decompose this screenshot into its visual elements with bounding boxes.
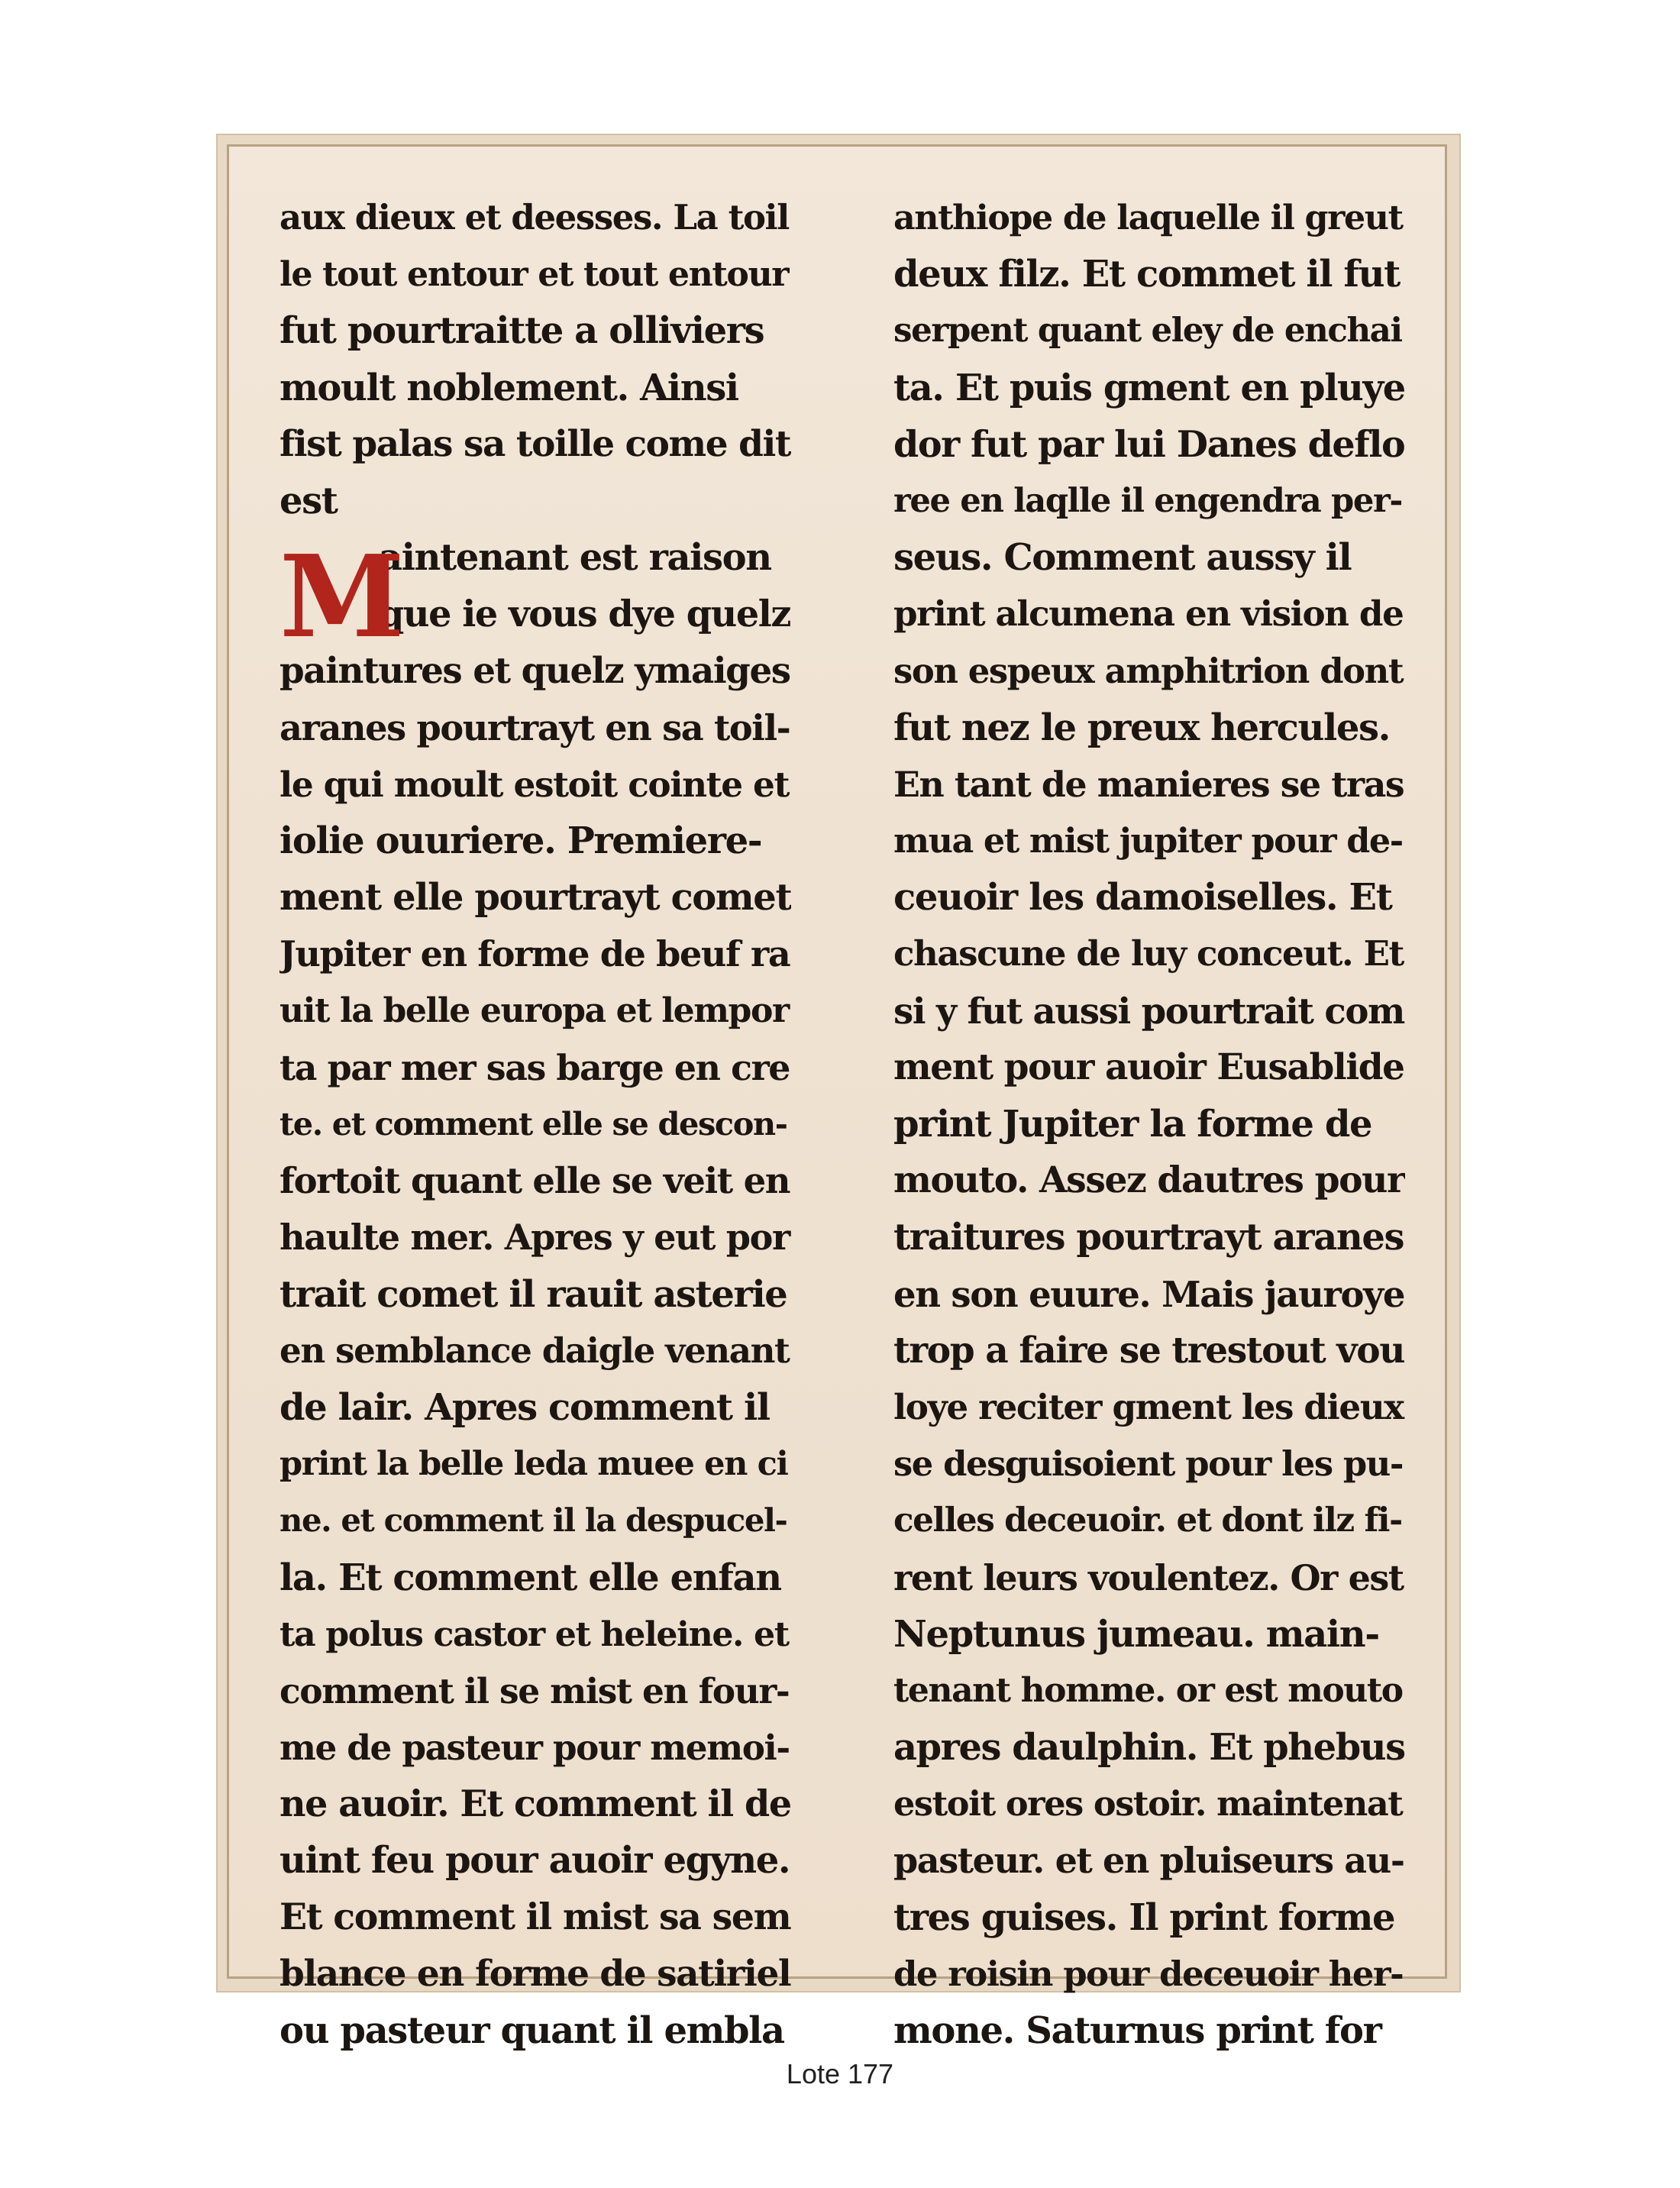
left-column-line: ta polus castor et heleine. et [279, 1614, 789, 1654]
left-column-line: que ie vous dye quelz [379, 593, 791, 636]
left-column-line: aintenant est raison [379, 536, 771, 580]
left-column-line: ou pasteur quant il embla [279, 2009, 784, 2052]
right-column-line: mouto. Assez dautres pour [893, 1159, 1405, 1202]
right-column-line: ment pour auoir Eusablide [893, 1046, 1404, 1088]
left-column-line: uint feu pour auoir egyne. [279, 1839, 790, 1883]
left-column-line: le qui moult estoit cointe et [279, 763, 790, 805]
left-column-line: blance en forme de satiriel [279, 1952, 791, 1995]
right-column [893, 189, 1405, 2059]
right-column-line: anthiope de laquelle il greut [893, 198, 1403, 238]
left-column-line: haulte mer. Apres y eut por [279, 1217, 790, 1259]
right-column-line: pasteur. et en pluiseurs au- [893, 1840, 1404, 1882]
right-column-line: mua et mist jupiter pour de- [893, 821, 1403, 861]
left-column-line: aranes pourtrayt en sa toil- [279, 706, 790, 748]
lot-caption: Lote 177 [786, 2058, 894, 2089]
left-column-line: iolie ouuriere. Premiere- [279, 819, 762, 863]
right-column-line: celles deceuoir. et dont ilz fi- [893, 1501, 1402, 1540]
left-column-line: fortoit quant elle se veit en [279, 1159, 790, 1202]
left-column-line: ne auoir. Et comment il de [279, 1782, 791, 1826]
left-column-line: ment elle pourtrayt comet [279, 876, 791, 919]
left-column-line: comment il se mist en four- [279, 1669, 790, 1711]
left-column-line: fist palas sa toille come dit [279, 422, 791, 465]
right-column-line: se desguisoient pour les pu- [893, 1443, 1404, 1485]
right-column-line: traitures pourtrayt aranes [893, 1216, 1404, 1259]
left-column-line: paintures et quelz ymaiges [279, 649, 790, 692]
right-column-line: ree en laqlle il engendra per- [893, 480, 1402, 520]
right-column-line: seus. Comment aussy il [893, 536, 1352, 580]
right-column-line: deux filz. Et commet il fut [893, 253, 1400, 296]
manuscript-page [227, 144, 1447, 2052]
right-column-line: print Jupiter la forme de [893, 1103, 1372, 1146]
right-column-line: estoit ores ostoir. maintenat [893, 1783, 1403, 1824]
left-column-line: Et comment il mist sa sem [279, 1896, 791, 1938]
mat-board [216, 134, 1461, 2052]
left-column-line: en semblance daigle venant [279, 1330, 790, 1371]
left-column-line: ta par mer sas barge en cre [279, 1046, 790, 1088]
left-column-line: aux dieux et deesses. La toil [279, 197, 789, 238]
right-column-line: ta. Et puis gment en pluye [893, 366, 1405, 409]
left-column-line: de lair. Apres comment il [279, 1385, 770, 1429]
illuminated-initial: M [279, 530, 405, 663]
left-column-line: te. et comment elle se descon- [279, 1105, 787, 1142]
left-column [279, 189, 791, 2059]
left-column-line: uit la belle europa et lempor [279, 991, 789, 1030]
left-column-line: me de pasteur pour memoi- [279, 1727, 790, 1769]
right-column-line: tenant homme. or est mouto [893, 1670, 1403, 1710]
left-column-line: la. Et comment elle enfan [279, 1556, 781, 1599]
right-column-line: fut nez le preux hercules. [893, 706, 1390, 749]
left-column-line: print la belle leda muee en ci [279, 1445, 788, 1484]
right-column-line: Neptunus jumeau. main- [893, 1612, 1379, 1656]
left-column-line: Jupiter en forme de beuf ra [279, 933, 790, 975]
right-column-line: apres daulphin. Et phebus [893, 1726, 1405, 1769]
right-column-line: dor fut par lui Danes deflo [893, 422, 1405, 466]
right-column-line: En tant de manieres se tras [893, 763, 1404, 805]
left-column-line: moult noblement. Ainsi [279, 366, 738, 409]
right-column-line: trop a faire se trestout vou [893, 1329, 1405, 1372]
right-column-line: de roisin pour deceuoir her- [893, 1953, 1404, 1994]
left-column-line: est [279, 479, 338, 522]
right-column-line: son espeux amphitrion dont [893, 650, 1404, 691]
right-column-line: si y fut aussi pourtrait com [893, 989, 1404, 1032]
right-column-line: en son euure. Mais jauroye [893, 1272, 1405, 1315]
left-column-line: ne. et comment il la despucel- [279, 1501, 787, 1540]
left-column-line: fut pourtraitte a olliviers [279, 309, 764, 353]
right-column-line: ceuoir les damoiselles. Et [893, 876, 1392, 919]
right-column-line: print alcumena en vision de [893, 593, 1404, 635]
left-column-line: le tout entour et tout entour [279, 254, 789, 295]
right-column-line: serpent quant eley de enchai [893, 311, 1402, 351]
right-column-line: rent leurs voulentez. Or est [893, 1556, 1404, 1598]
right-column-line: mone. Saturnus print for [893, 2009, 1381, 2052]
right-column-line: tres guises. Il print forme [893, 1896, 1395, 1939]
right-column-line: loye reciter gment les dieux [893, 1386, 1404, 1427]
left-column-line: trait comet il rauit asterie [279, 1272, 787, 1316]
right-column-line: chascune de luy conceut. Et [893, 933, 1404, 974]
